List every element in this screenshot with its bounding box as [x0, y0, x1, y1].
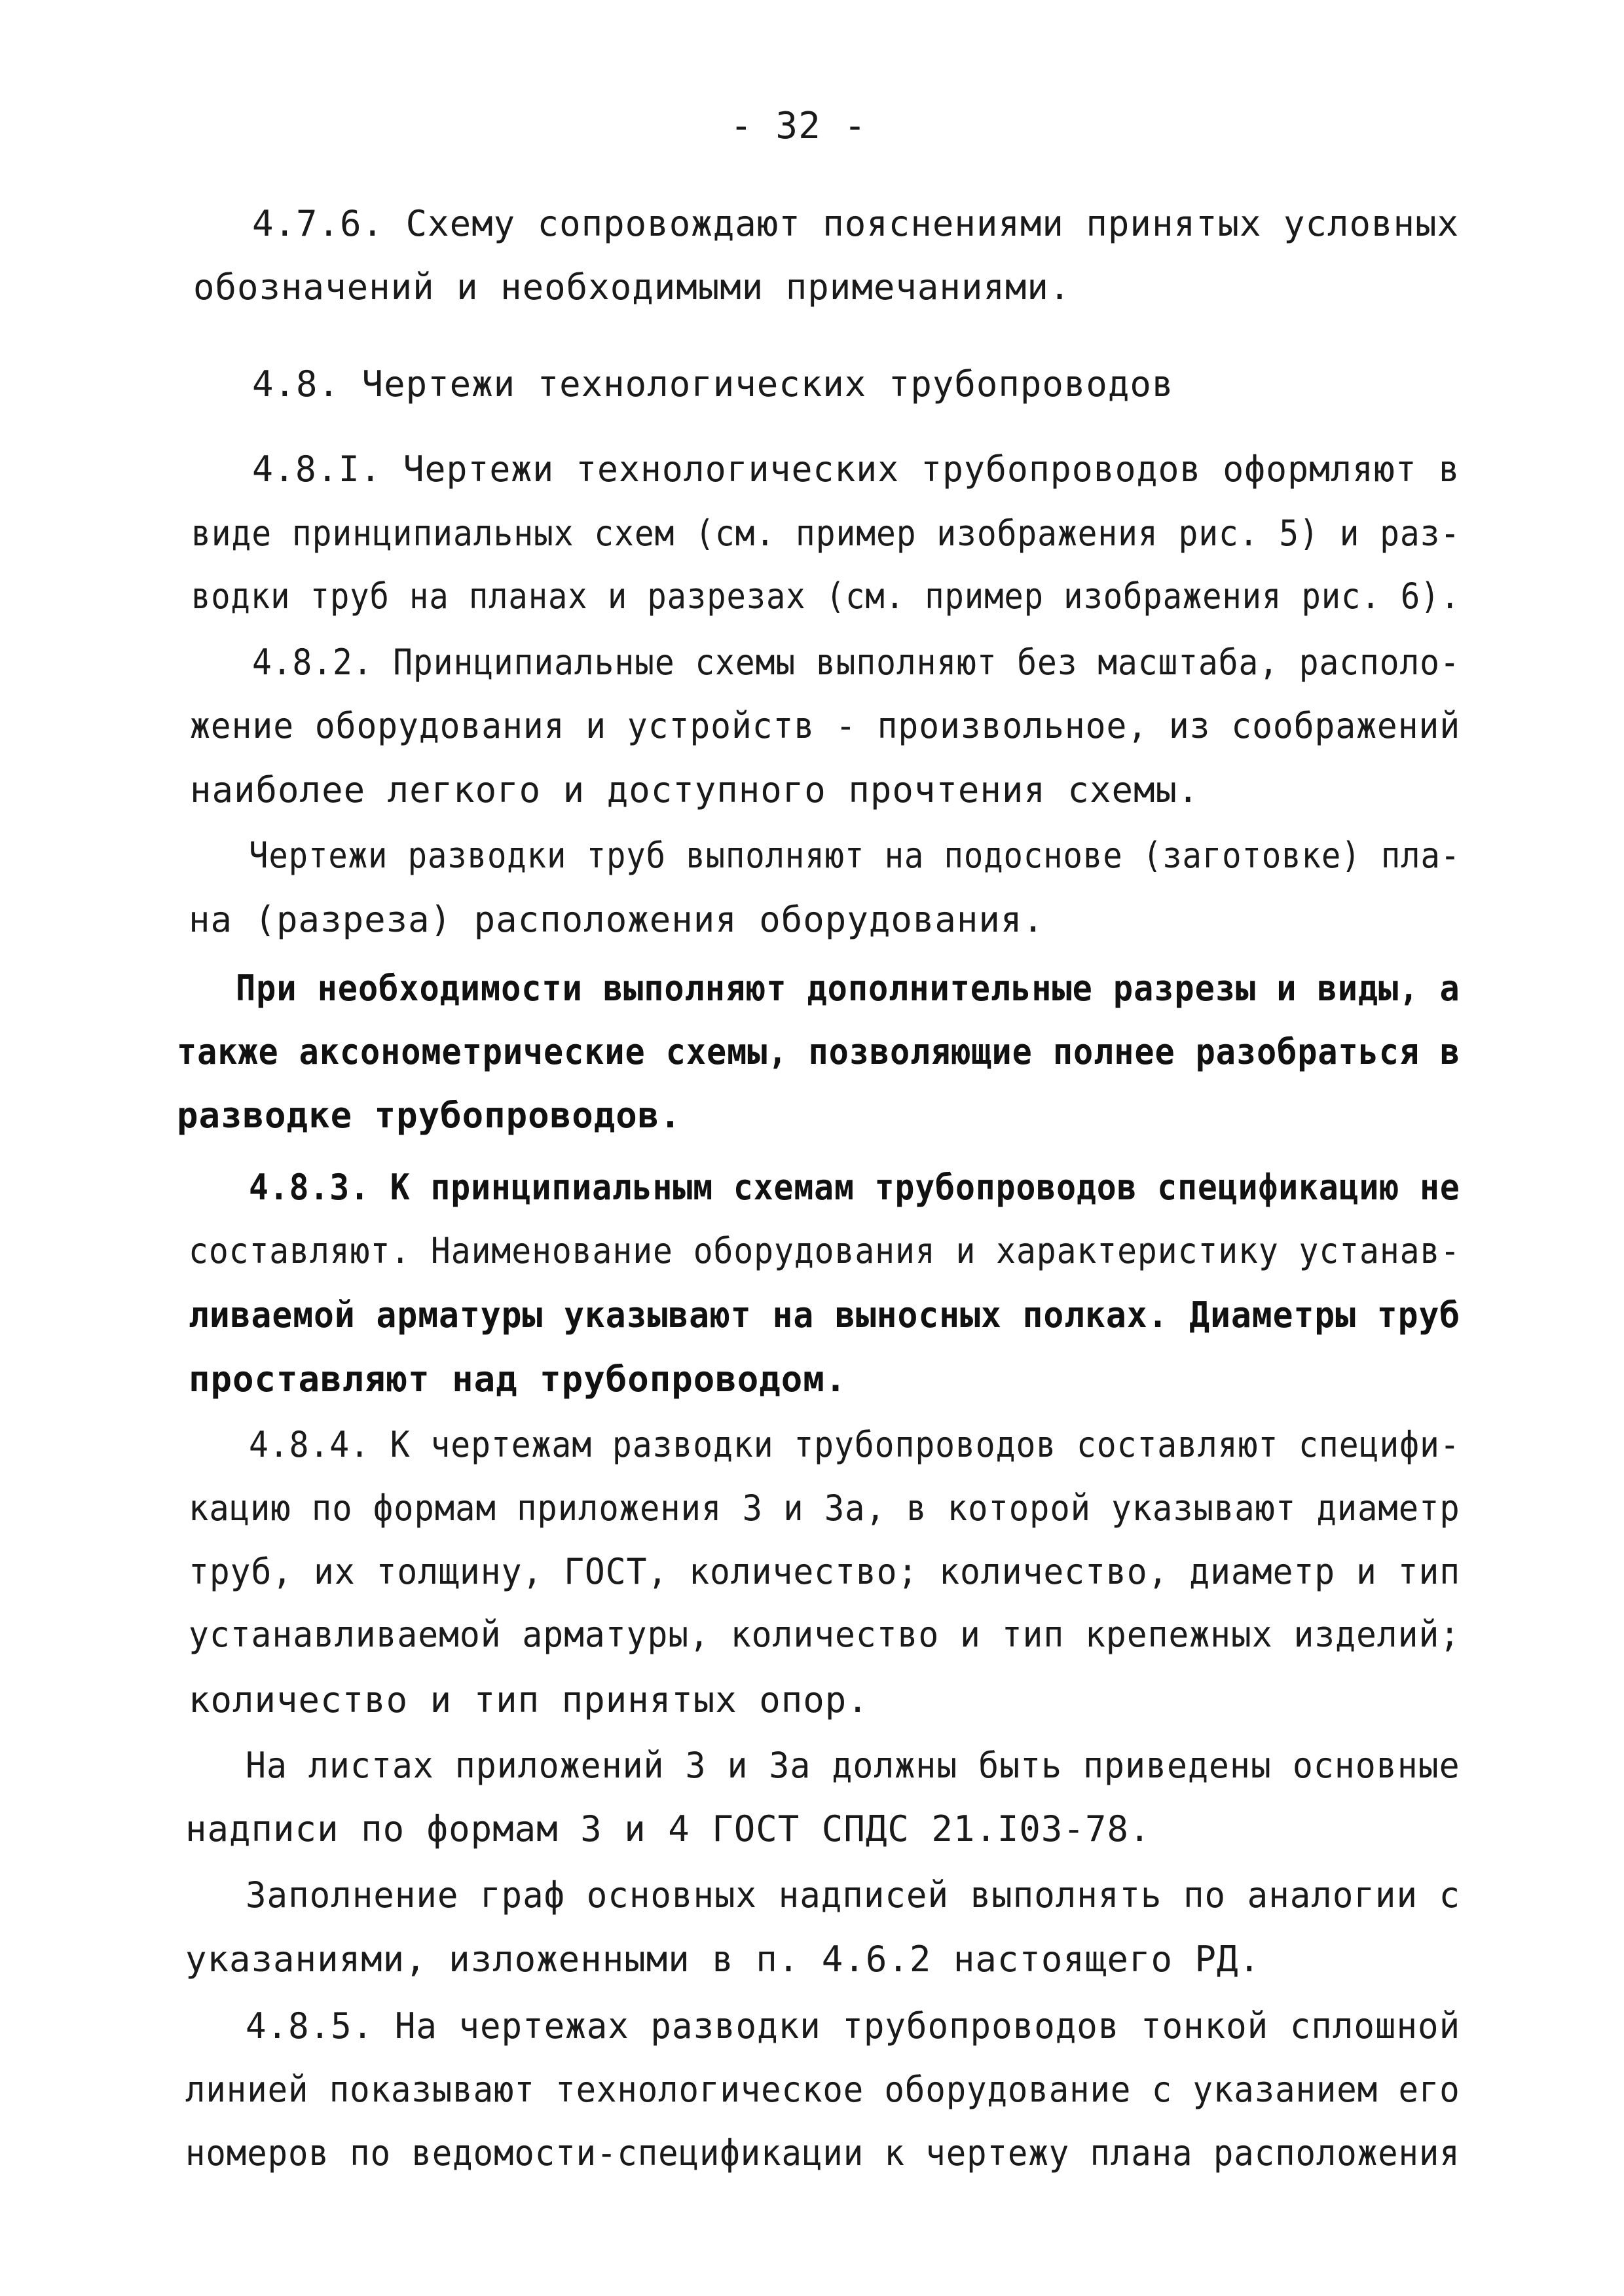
text-line: 4.8. Чертежи технологических трубопроводов: [252, 363, 1174, 405]
text-line: обозначений и необходимыми примечаниями.: [193, 266, 1071, 308]
text-line: линией показывают технологическое оборудование с указанием его: [185, 2069, 1460, 2110]
text-line: ливаемой арматуры указывают на выносных полках. Диаметры труб: [189, 1294, 1461, 1336]
text-line: 4.8.3. К принципиальным схемам трубопроводов спецификацию не: [249, 1167, 1460, 1208]
text-line: 4.8.2. Принципиальные схемы выполняют без масштаба, располо-: [252, 642, 1460, 683]
text-line: Чертежи разводки труб выполняют на подоснове (заготовке) пла-: [249, 835, 1461, 876]
text-line: наиболее легкого и доступного прочтения схемы.: [190, 769, 1200, 811]
text-line: 4.8.I. Чертежи технологических трубопроводов оформляют в: [252, 448, 1460, 490]
text-line: также аксонометрические схемы, позволяющие полнее разобраться в: [177, 1031, 1461, 1072]
text-line: На листах приложений 3 и 3а должны быть приведены основные: [246, 1745, 1460, 1786]
text-line: жение оборудования и устройств - произвольное, из соображений: [190, 705, 1461, 746]
text-line: разводке трубопроводов.: [177, 1095, 682, 1136]
text-line: 4.8.4. К чертежам разводки трубопроводов составляют специфи-: [249, 1424, 1460, 1465]
text-line: составляют. Наименование оборудования и характеристику устанав-: [189, 1230, 1461, 1271]
text-line: проставляют над трубопроводом.: [189, 1358, 847, 1400]
page-number: - 32 -: [730, 105, 867, 147]
text-line: устанавливаемой арматуры, количество и тип крепежных изделий;: [189, 1614, 1461, 1655]
text-line: указаниями, изложенными в п. 4.6.2 настоящего РД.: [185, 1939, 1261, 1980]
text-line: При необходимости выполняют дополнительные разрезы и виды, а: [236, 968, 1460, 1009]
text-line: номеров по ведомости-спецификации к чертежу плана расположения: [185, 2132, 1460, 2174]
text-line: количество и тип принятых опор.: [189, 1679, 869, 1721]
text-line: на (разреза) расположения оборудования.: [189, 899, 1044, 940]
text-line: водки труб на планах и разрезах (см. пример изображения рис. 6).: [191, 575, 1460, 617]
text-line: 4.7.6. Схему сопровождают пояснениями принятых условных: [252, 203, 1460, 244]
text-line: виде принципиальных схем (см. пример изображения рис. 5) и раз-: [191, 513, 1461, 554]
text-line: труб, их толщину, ГОСТ, количество; количество, диаметр и тип: [189, 1551, 1461, 1592]
text-line: Заполнение граф основных надписей выполнять по аналогии с: [246, 1874, 1461, 1916]
text-line: 4.8.5. На чертежах разводки трубопроводов тонкой сплошной: [246, 2005, 1461, 2047]
text-line: надписи по формам 3 и 4 ГОСТ СПДС 21.I03-78.: [185, 1808, 1151, 1850]
text-line: кацию по формам приложения 3 и 3а, в которой указывают диаметр: [189, 1487, 1460, 1529]
